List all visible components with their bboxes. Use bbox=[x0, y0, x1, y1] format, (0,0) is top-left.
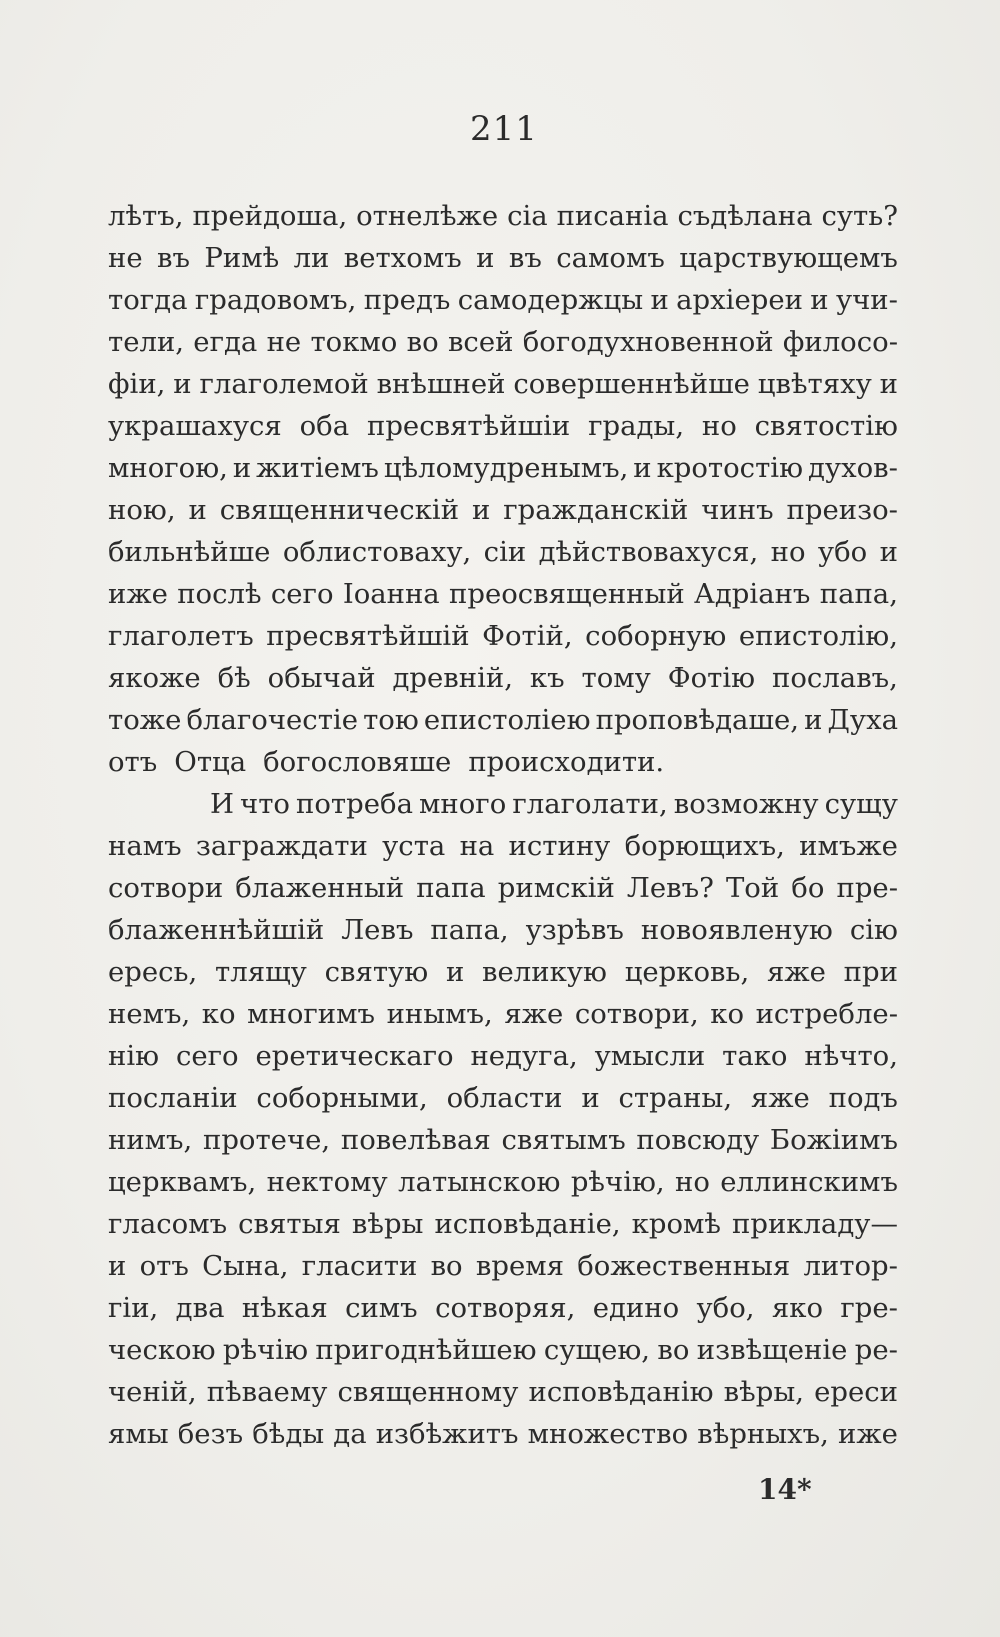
signature-mark: 14* bbox=[758, 1473, 812, 1506]
word: тогда bbox=[108, 284, 188, 316]
word: вѣры bbox=[351, 1208, 424, 1240]
word: повелѣвая bbox=[340, 1124, 491, 1156]
word: нѣкая bbox=[241, 1292, 328, 1324]
word: уста bbox=[382, 830, 446, 862]
word: извѣщеніе bbox=[696, 1334, 848, 1366]
word: узрѣвъ bbox=[525, 914, 624, 946]
word: пригоднѣйшею bbox=[315, 1334, 537, 1366]
word: потреба bbox=[296, 788, 413, 820]
word: и bbox=[232, 452, 252, 484]
word: преосвященный bbox=[449, 578, 685, 610]
word: житіемъ bbox=[256, 452, 379, 484]
text-line bbox=[108, 657, 898, 699]
word: гласити bbox=[301, 1250, 418, 1282]
word: бильнѣйше bbox=[108, 536, 271, 568]
word: тели, bbox=[108, 326, 185, 358]
word: литор- bbox=[803, 1250, 898, 1282]
word: церквамъ, bbox=[108, 1166, 257, 1198]
word: лѣтъ, bbox=[108, 200, 184, 232]
word: Божіимъ bbox=[769, 1124, 898, 1156]
word: царствующемъ bbox=[679, 242, 898, 274]
word: тому bbox=[581, 662, 651, 694]
word: соборную bbox=[585, 620, 727, 652]
word: во bbox=[657, 1334, 690, 1366]
word: сущею, bbox=[543, 1334, 651, 1366]
word: и bbox=[804, 704, 823, 736]
word: ко bbox=[710, 998, 745, 1030]
word: ересь, bbox=[108, 956, 198, 988]
word: заграждати bbox=[195, 830, 368, 862]
word: въ bbox=[157, 242, 190, 274]
word: да bbox=[333, 1418, 367, 1450]
word: И bbox=[210, 788, 234, 820]
word: всей bbox=[447, 326, 514, 358]
word: умысли bbox=[594, 1040, 706, 1072]
word: гражданскій bbox=[503, 494, 689, 526]
word: и bbox=[879, 368, 898, 400]
word: Іоанна bbox=[342, 578, 440, 610]
word: яже bbox=[750, 1082, 810, 1114]
word: инымъ, bbox=[386, 998, 493, 1030]
word: и bbox=[188, 494, 207, 526]
word: цѣломудренымъ, bbox=[383, 452, 629, 484]
word: проповѣдаше, bbox=[595, 704, 799, 736]
word: повсюду bbox=[636, 1124, 760, 1156]
word: великую bbox=[482, 956, 607, 988]
word: святую bbox=[324, 956, 429, 988]
word: тою bbox=[363, 704, 419, 736]
word: святымъ bbox=[501, 1124, 626, 1156]
word: священному bbox=[337, 1376, 519, 1408]
word: нѣчто, bbox=[804, 1040, 898, 1072]
word: и bbox=[476, 242, 495, 274]
word: Сына, bbox=[202, 1250, 289, 1282]
word: отъ bbox=[108, 746, 158, 778]
word: грады, bbox=[588, 410, 685, 442]
word: писаніа bbox=[556, 200, 669, 232]
word: во bbox=[430, 1250, 463, 1282]
word: послѣ bbox=[177, 578, 262, 610]
word: и bbox=[810, 284, 829, 316]
word: симъ bbox=[345, 1292, 418, 1324]
word: пѣваему bbox=[206, 1376, 328, 1408]
word: Римѣ bbox=[204, 242, 280, 274]
word: прикладу— bbox=[732, 1208, 898, 1240]
word: исповѣданію bbox=[528, 1376, 714, 1408]
word: токмо bbox=[310, 326, 398, 358]
text-line bbox=[108, 363, 898, 405]
word: папа bbox=[416, 872, 486, 904]
word: что bbox=[240, 788, 290, 820]
word: дѣйствовахуся, bbox=[538, 536, 759, 568]
word: иже bbox=[108, 578, 168, 610]
word: едино bbox=[592, 1292, 680, 1324]
word: самомъ bbox=[556, 242, 665, 274]
text-line bbox=[108, 993, 898, 1035]
word: кротостію bbox=[656, 452, 804, 484]
word: облистоваху, bbox=[282, 536, 472, 568]
word: на bbox=[459, 830, 495, 862]
word: оба bbox=[299, 410, 350, 442]
text-line bbox=[108, 867, 898, 909]
word: ереси bbox=[814, 1376, 898, 1408]
text-line bbox=[108, 699, 898, 741]
word: святостію bbox=[754, 410, 898, 442]
word: избѣжитъ bbox=[375, 1418, 519, 1450]
text-line bbox=[108, 405, 898, 447]
word: латынскою bbox=[398, 1166, 561, 1198]
word: и bbox=[879, 536, 898, 568]
word: отъ bbox=[139, 1250, 189, 1282]
text-line bbox=[108, 1203, 898, 1245]
word: вѣры, bbox=[723, 1376, 804, 1408]
word: многимъ bbox=[247, 998, 376, 1030]
page-number: 211 bbox=[470, 109, 538, 149]
word: филосо- bbox=[782, 326, 898, 358]
word: подъ bbox=[828, 1082, 898, 1114]
word: епистоліею bbox=[423, 704, 591, 736]
text-line bbox=[108, 783, 898, 825]
word: преизо- bbox=[786, 494, 898, 526]
text-line bbox=[108, 1119, 898, 1161]
word: священническій bbox=[219, 494, 460, 526]
word: соборными, bbox=[256, 1082, 428, 1114]
text-line bbox=[108, 531, 898, 573]
word: яже bbox=[504, 998, 564, 1030]
word: борющихъ, bbox=[624, 830, 785, 862]
text-line bbox=[108, 195, 898, 237]
word: папа, bbox=[819, 578, 898, 610]
word: святыя bbox=[238, 1208, 341, 1240]
word: Левъ bbox=[341, 914, 414, 946]
word: Отца bbox=[174, 746, 247, 778]
text-line bbox=[108, 1371, 898, 1413]
word: егда bbox=[193, 326, 258, 358]
word: нію bbox=[108, 1040, 160, 1072]
word: Фотію bbox=[667, 662, 756, 694]
word: сотвори, bbox=[574, 998, 699, 1030]
word: рѣчію, bbox=[570, 1166, 665, 1198]
word: яко bbox=[771, 1292, 824, 1324]
text-line bbox=[108, 1161, 898, 1203]
text-line bbox=[108, 615, 898, 657]
text-line bbox=[108, 489, 898, 531]
word: тоже bbox=[108, 704, 182, 736]
word: прейдоша, bbox=[192, 200, 348, 232]
word: гіи, bbox=[108, 1292, 159, 1324]
word: сего bbox=[270, 578, 334, 610]
word: папа, bbox=[430, 914, 509, 946]
word: градовомъ, bbox=[194, 284, 357, 316]
word: тако bbox=[722, 1040, 788, 1072]
word: Левъ? bbox=[626, 872, 714, 904]
body-text bbox=[108, 195, 898, 1455]
word: сію bbox=[849, 914, 898, 946]
word: тлящу bbox=[215, 956, 307, 988]
word: ченій, bbox=[108, 1376, 197, 1408]
text-line bbox=[108, 573, 898, 615]
word: еллинскимъ bbox=[720, 1166, 898, 1198]
word: сотворяя, bbox=[435, 1292, 576, 1324]
word: много bbox=[419, 788, 507, 820]
word: бо bbox=[791, 872, 825, 904]
word: къ bbox=[529, 662, 565, 694]
word: бѣ bbox=[217, 662, 251, 694]
word: посланіи bbox=[108, 1082, 238, 1114]
word: фіи, bbox=[108, 368, 166, 400]
word: убо, bbox=[696, 1292, 755, 1324]
word: благочестіе bbox=[186, 704, 358, 736]
word: глаголемой bbox=[199, 368, 369, 400]
word: области bbox=[446, 1082, 563, 1114]
word: гласомъ bbox=[108, 1208, 228, 1240]
word: не bbox=[266, 326, 302, 358]
word: самодержцы bbox=[457, 284, 644, 316]
word: и bbox=[108, 1250, 127, 1282]
text-line bbox=[108, 825, 898, 867]
word: Фотій, bbox=[482, 620, 573, 652]
text-line bbox=[108, 321, 898, 363]
word: время bbox=[475, 1250, 564, 1282]
word: и bbox=[471, 494, 491, 526]
word: бѣды bbox=[252, 1418, 325, 1450]
word: протече, bbox=[202, 1124, 331, 1156]
word: глаголати, bbox=[512, 788, 668, 820]
word: ямы bbox=[108, 1418, 169, 1450]
text-line bbox=[108, 1329, 898, 1371]
word: пресвятѣйшіи bbox=[366, 410, 571, 442]
word: кромѣ bbox=[631, 1208, 721, 1240]
word: нектому bbox=[266, 1166, 388, 1198]
word: но bbox=[675, 1166, 710, 1198]
text-line bbox=[108, 279, 898, 321]
text-line bbox=[108, 1413, 898, 1455]
word: украшахуся bbox=[108, 410, 282, 442]
word: Адріанъ bbox=[694, 578, 811, 610]
word: глаголетъ bbox=[108, 620, 254, 652]
text-line bbox=[108, 1287, 898, 1329]
word: вѣрныхъ, bbox=[697, 1418, 829, 1450]
word: гре- bbox=[840, 1292, 898, 1324]
word: сотвори bbox=[108, 872, 224, 904]
word: страны, bbox=[618, 1082, 733, 1114]
word: римскій bbox=[497, 872, 615, 904]
word: пре- bbox=[836, 872, 898, 904]
word: недуга, bbox=[470, 1040, 578, 1072]
word: и bbox=[581, 1082, 600, 1114]
word: совершеннѣйше bbox=[513, 368, 750, 400]
text-line bbox=[108, 1245, 898, 1287]
word: рѣчію bbox=[222, 1334, 309, 1366]
word: яже bbox=[766, 956, 826, 988]
word: и bbox=[633, 452, 652, 484]
text-line bbox=[108, 909, 898, 951]
word: предъ bbox=[363, 284, 451, 316]
word: съдѣлана bbox=[677, 200, 813, 232]
text-line bbox=[108, 1035, 898, 1077]
word: блаженнѣйшій bbox=[108, 914, 325, 946]
word: и bbox=[650, 284, 669, 316]
word: не bbox=[108, 242, 143, 274]
word: истину bbox=[508, 830, 611, 862]
word: сего bbox=[175, 1040, 239, 1072]
word: пославъ, bbox=[772, 662, 898, 694]
word: учи- bbox=[835, 284, 898, 316]
word: сущу bbox=[824, 788, 898, 820]
word: и bbox=[445, 956, 465, 988]
text-line bbox=[108, 237, 898, 279]
word: въ bbox=[508, 242, 542, 274]
word: новоявленую bbox=[640, 914, 833, 946]
word: многою, bbox=[108, 452, 228, 484]
text-line bbox=[108, 741, 898, 783]
word: убо bbox=[817, 536, 868, 568]
word: отнелѣже bbox=[356, 200, 499, 232]
word: ческою bbox=[108, 1334, 216, 1366]
word: еретическаго bbox=[255, 1040, 454, 1072]
word: возможну bbox=[673, 788, 819, 820]
word: но bbox=[701, 410, 737, 442]
word: обычай bbox=[267, 662, 376, 694]
text-line bbox=[108, 447, 898, 489]
word: цвѣтяху bbox=[757, 368, 872, 400]
word: древній, bbox=[392, 662, 513, 694]
word: ною, bbox=[108, 494, 176, 526]
word: исповѣданіе, bbox=[434, 1208, 621, 1240]
word: но bbox=[770, 536, 806, 568]
word: внѣшней bbox=[376, 368, 506, 400]
word: якоже bbox=[108, 662, 201, 694]
word: нимъ, bbox=[108, 1124, 193, 1156]
word: богодухновенной bbox=[522, 326, 774, 358]
word: при bbox=[843, 956, 898, 988]
word: сіа bbox=[507, 200, 548, 232]
word: ли bbox=[293, 242, 330, 274]
word: иже bbox=[838, 1418, 898, 1450]
word: Той bbox=[725, 872, 780, 904]
text-line bbox=[108, 951, 898, 993]
word: безъ bbox=[177, 1418, 244, 1450]
word: во bbox=[406, 326, 439, 358]
text-line bbox=[108, 1077, 898, 1119]
word: ветхомъ bbox=[343, 242, 462, 274]
word: духов- bbox=[807, 452, 898, 484]
word: ко bbox=[201, 998, 236, 1030]
word: истребле- bbox=[755, 998, 898, 1030]
word: происходити. bbox=[468, 746, 665, 778]
word: ре- bbox=[854, 1334, 898, 1366]
word: богословяше bbox=[263, 746, 452, 778]
word: пресвятѣйшій bbox=[266, 620, 470, 652]
word: чинъ bbox=[701, 494, 774, 526]
word: немъ, bbox=[108, 998, 191, 1030]
word: божественныя bbox=[577, 1250, 791, 1282]
word: епистолію, bbox=[738, 620, 898, 652]
word: блаженный bbox=[235, 872, 405, 904]
word: и bbox=[173, 368, 192, 400]
word: два bbox=[175, 1292, 225, 1324]
word: сіи bbox=[483, 536, 527, 568]
word: Духа bbox=[827, 704, 898, 736]
word: намъ bbox=[108, 830, 182, 862]
word: имъже bbox=[799, 830, 898, 862]
word: суть? bbox=[821, 200, 898, 232]
word: множество bbox=[527, 1418, 689, 1450]
word: архіереи bbox=[676, 284, 803, 316]
word: церковь, bbox=[624, 956, 750, 988]
